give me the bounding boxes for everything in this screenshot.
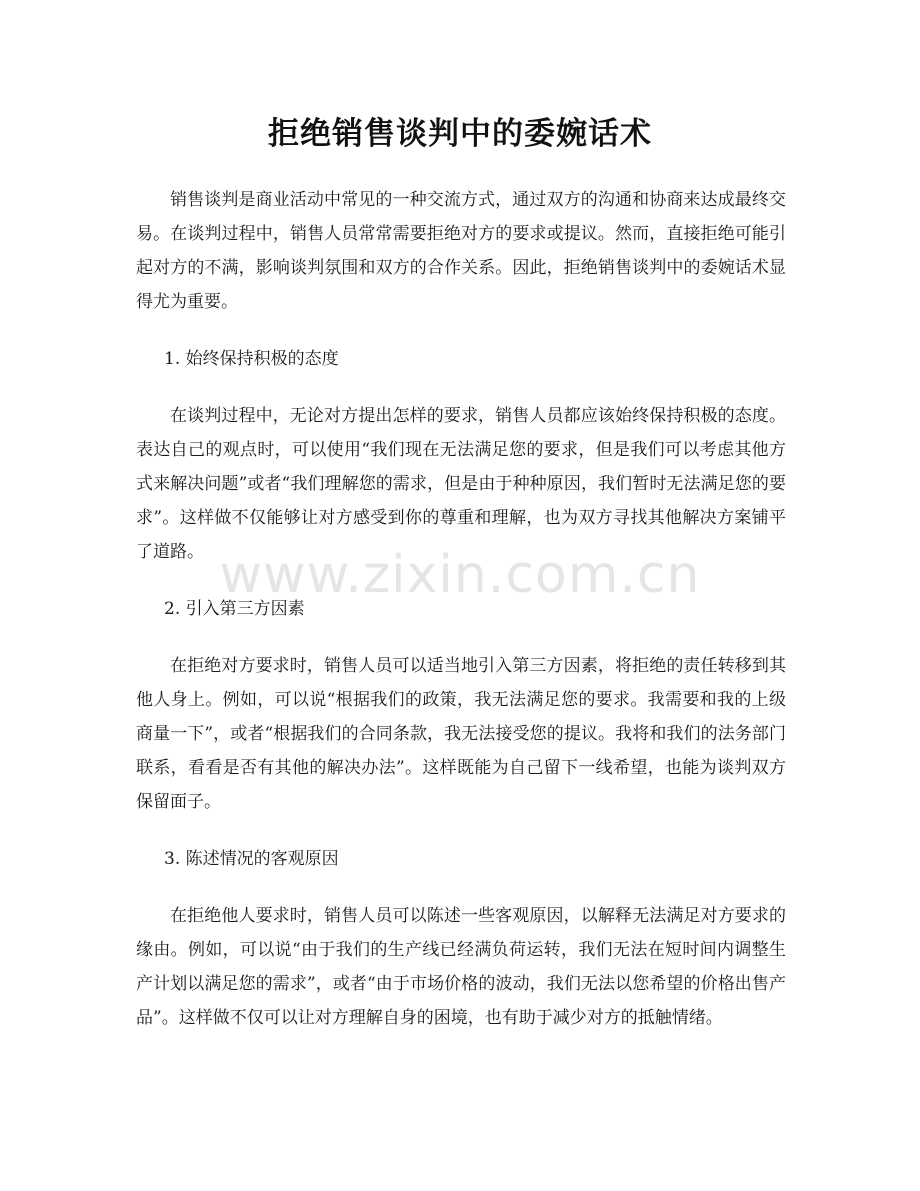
section-body-3: 在拒绝他人要求时，销售人员可以陈述一些客观原因，以解释无法满足对方要求的缘由。例如，可以说“由于我们的生产线已经满负荷运转，我们无法在短时间内调整生产计划以满足您的需求”，或者“由于市场价格的波动，我们无法以您希望的价格出售产品”。这样做不仅可以让对方理解自身的困境，也有助于减少对方的抵触情绪。 (136, 906, 786, 1028)
section-heading-1: 1. 始终保持积极的态度 (164, 349, 339, 369)
document-body (136, 183, 786, 1035)
section-body-1: 在谈判过程中，无论对方提出怎样的要求，销售人员都应该始终保持积极的态度。表达自己的观点时，可以使用“我们现在无法满足您的要求，但是我们可以考虑其他方式来解决问题”或者“我们理解您的需求，但是由于种种原因，我们暂时无法满足您的要求”。这样做不仅能够让对方感受到你的尊重和理解，也为双方寻找其他解决方案铺平了道路。 (136, 406, 786, 562)
watermark-text: www.zixin.com.cn (219, 545, 701, 605)
section-heading-2: 2. 引入第三方因素 (164, 599, 305, 619)
section-heading-3: 3. 陈述情况的客观原因 (164, 849, 339, 869)
intro-paragraph: 销售谈判是商业活动中常见的一种交流方式，通过双方的沟通和协商来达成最终交易。在谈判过程中，销售人员常常需要拒绝对方的要求或提议。然而，直接拒绝可能引起对方的不满，影响谈判氛围和双方的合作关系。因此，拒绝销售谈判中的委婉话术显得尤为重要。 (136, 190, 786, 312)
page-title: 拒绝销售谈判中的委婉话术 (268, 116, 652, 152)
section-body-2: 在拒绝对方要求时，销售人员可以适当地引入第三方因素，将拒绝的责任转移到其他人身上。例如，可以说“根据我们的政策，我无法满足您的要求。我需要和我的上级商量一下”，或者“根据我们的合同条款，我无法接受您的提议。我将和我们的法务部门联系，看看是否有其他的解决办法”。这样既能为自己留下一线希望，也能为谈判双方保留面子。 (136, 656, 786, 812)
